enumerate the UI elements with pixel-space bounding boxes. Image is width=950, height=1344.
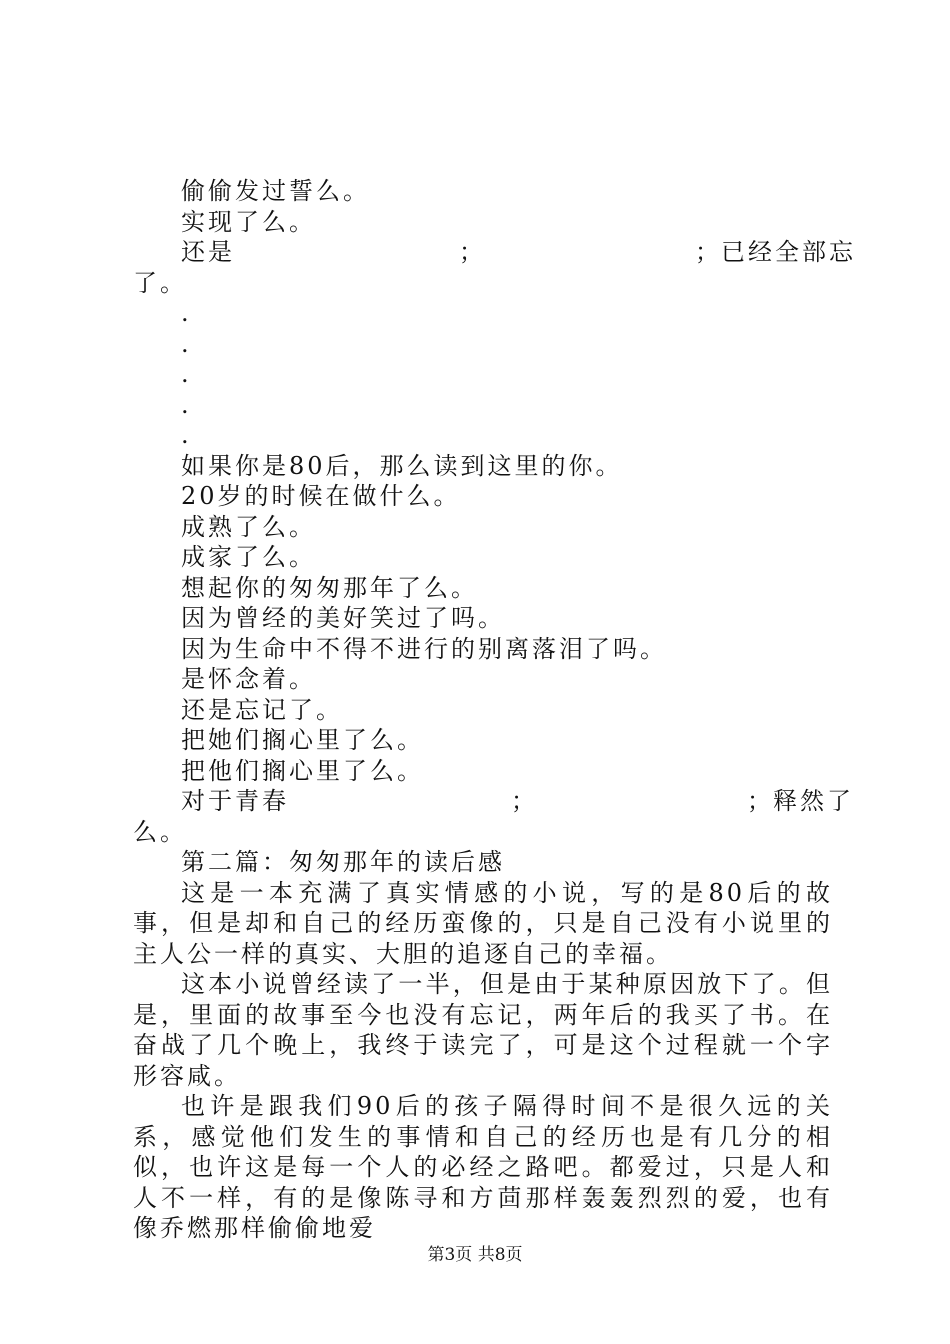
text-line: 把她们搁心里了么。 [181, 726, 424, 754]
fill-in-line [133, 786, 881, 817]
fill-in-start: 对于青春 [181, 787, 289, 815]
text-line: 实现了么。 [181, 207, 316, 236]
fill-in-end: 释然了 [773, 787, 854, 815]
paragraph: 这本小说曾经读了一半，但是由于某种原因放下了。但是，里面的故事至今也没有忘记，两年后的我买了书。在奋战了几个晚上，我终于读完了，可是这个过程就一个字形容咸。 [133, 970, 833, 1090]
text-line: 因为生命中不得不进行的别离落泪了吗。 [181, 634, 667, 663]
dot-line: . [181, 390, 189, 419]
fill-in-separator: ； [695, 238, 722, 266]
dot-line: . [181, 299, 189, 327]
text-line-wrap: 了。 [133, 268, 187, 297]
text-line: 成熟了么。 [181, 512, 316, 541]
fill-in-separator: ； [511, 787, 538, 815]
section-title: 第二篇：匆匆那年的读后感 [181, 848, 505, 876]
fill-in-separator: ； [459, 238, 486, 266]
text-line: 20岁的时候在做什么。 [181, 482, 461, 510]
paragraph: 这是一本充满了真实情感的小说，写的是80后的故事，但是却和自己的经历蛮像的，只是自己没有小说里的主人公一样的真实、大胆的追逐自己的幸福。 [133, 878, 833, 968]
document-body [133, 176, 856, 1244]
text-line-wrap: 么。 [133, 817, 187, 846]
text-line: 如果你是80后，那么读到这里的你。 [181, 451, 623, 480]
text-line: 偷偷发过誓么。 [181, 177, 370, 205]
dot-line: . [181, 421, 189, 449]
fill-in-start: 还是 [181, 238, 235, 266]
fill-in-line [133, 237, 881, 268]
text-line: 成家了么。 [181, 543, 316, 571]
dot-line: . [181, 360, 189, 388]
text-line: 因为曾经的美好笑过了吗。 [181, 604, 505, 632]
text-line: 是怀念着。 [181, 665, 316, 693]
text-line: 想起你的匆匆那年了么。 [181, 573, 478, 602]
paragraph: 也许是跟我们90后的孩子隔得时间不是很久远的关系，感觉他们发生的事情和自己的经历也是有几分的相似，也许这是每一个人的必经之路吧。都爱过，只是人和人不一样，有的是像陈寻和方茴那样轰轰烈烈的爱，也有像乔燃那样偷偷地爱 [133, 1092, 833, 1242]
text-line: 还是忘记了。 [181, 695, 343, 724]
page-number-footer: 第3页 共8页 [427, 1245, 523, 1265]
text-line: 把他们搁心里了么。 [181, 756, 424, 785]
fill-in-separator: ； [747, 787, 774, 815]
fill-in-end: 已经全部忘 [721, 238, 856, 266]
dot-line: . [181, 329, 189, 358]
